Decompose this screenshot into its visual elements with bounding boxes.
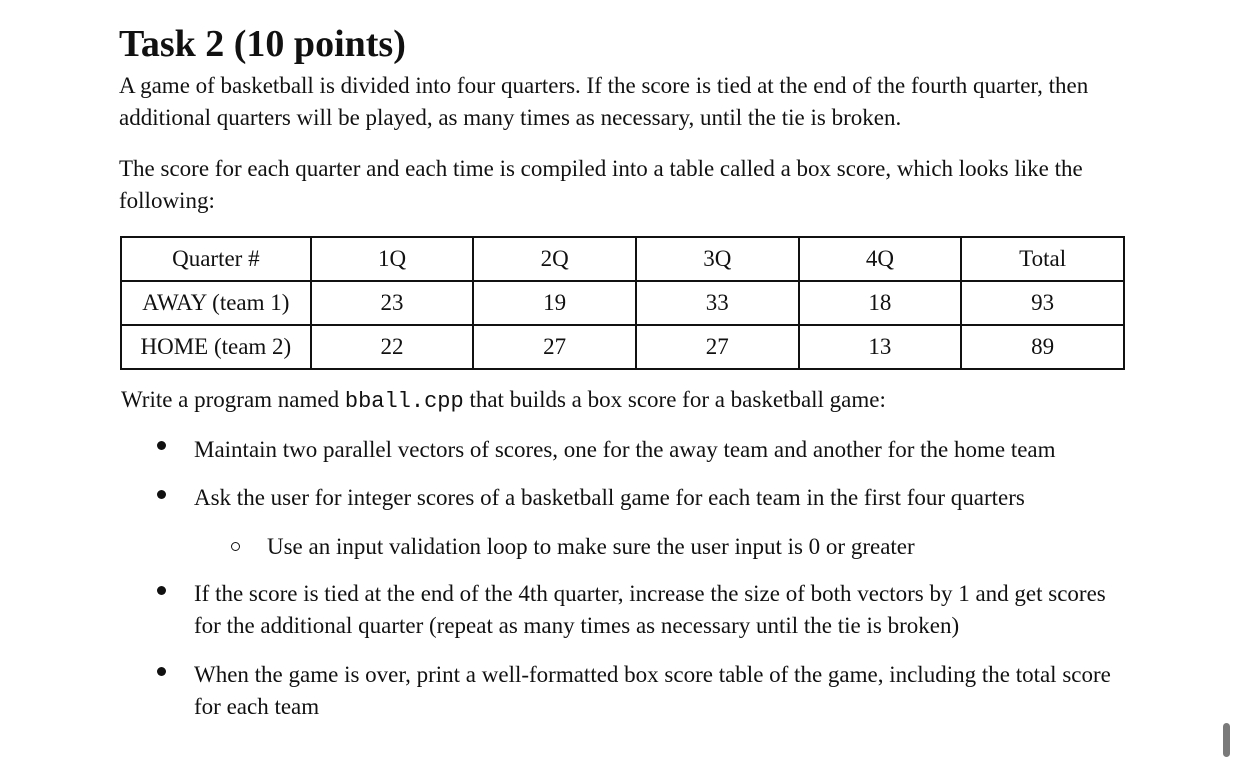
- header-cell: 4Q: [799, 237, 962, 281]
- program-instruction: [121, 384, 886, 418]
- bullet-item: Ask the user for integer scores of a basketball game for each team in the first four quarters: [194, 485, 1025, 510]
- header-cell: 1Q: [311, 237, 474, 281]
- table-cell: 27: [636, 325, 799, 369]
- instruction-lead: Write a program named: [121, 387, 345, 412]
- program-filename: bball.cpp: [344, 389, 464, 414]
- table-cell: 33: [636, 281, 799, 325]
- bullet-icon: [157, 441, 166, 450]
- table-row: [121, 325, 1124, 369]
- bullet-item: Maintain two parallel vectors of scores, one for the away team and another for the home team: [194, 437, 1056, 462]
- bullet-item: If the score is tied at the end of the 4th quarter, increase the size of both vectors by 1 and get scores for the additional quarter (repeat as many times as necessary until the tie is broken): [194, 581, 1106, 638]
- header-cell: 2Q: [473, 237, 636, 281]
- sub-bullet-item: Use an input validation loop to make sure the user input is 0 or greater: [267, 534, 915, 559]
- table-cell: 13: [799, 325, 962, 369]
- table-cell: 27: [473, 325, 636, 369]
- table-cell: HOME (team 2): [121, 325, 311, 369]
- table-cell: AWAY (team 1): [121, 281, 311, 325]
- table-cell: 89: [961, 325, 1124, 369]
- bullet-icon: [157, 667, 166, 676]
- bullet-item: When the game is over, print a well-formatted box score table of the game, including the total score for each team: [194, 662, 1111, 719]
- table-cell: 23: [311, 281, 474, 325]
- sub-bullet-icon: [231, 542, 240, 551]
- task-title: Task 2 (10 points): [119, 23, 406, 65]
- bullet-icon: [157, 490, 166, 499]
- instruction-tail: that builds a box score for a basketball game:: [463, 387, 886, 412]
- table-cell: 19: [473, 281, 636, 325]
- intro-paragraph-1: A game of basketball is divided into four quarters. If the score is tied at the end of the fourth quarter, then additional quarters will be played, as many times as necessary, until the tie is broken.: [119, 73, 1089, 130]
- header-cell: 3Q: [636, 237, 799, 281]
- header-cell: Total: [961, 237, 1124, 281]
- table-cell: 22: [311, 325, 474, 369]
- header-cell: Quarter #: [121, 237, 311, 281]
- intro-paragraph-2: The score for each quarter and each time is compiled into a table called a box score, which looks like the following:: [119, 156, 1083, 213]
- scrollbar-thumb[interactable]: [1223, 723, 1230, 757]
- box-score-table: [120, 236, 1125, 370]
- table-row: [121, 281, 1124, 325]
- table-cell: 93: [961, 281, 1124, 325]
- bullet-icon: [157, 586, 166, 595]
- table-cell: 18: [799, 281, 962, 325]
- table-header-row: [121, 237, 1124, 281]
